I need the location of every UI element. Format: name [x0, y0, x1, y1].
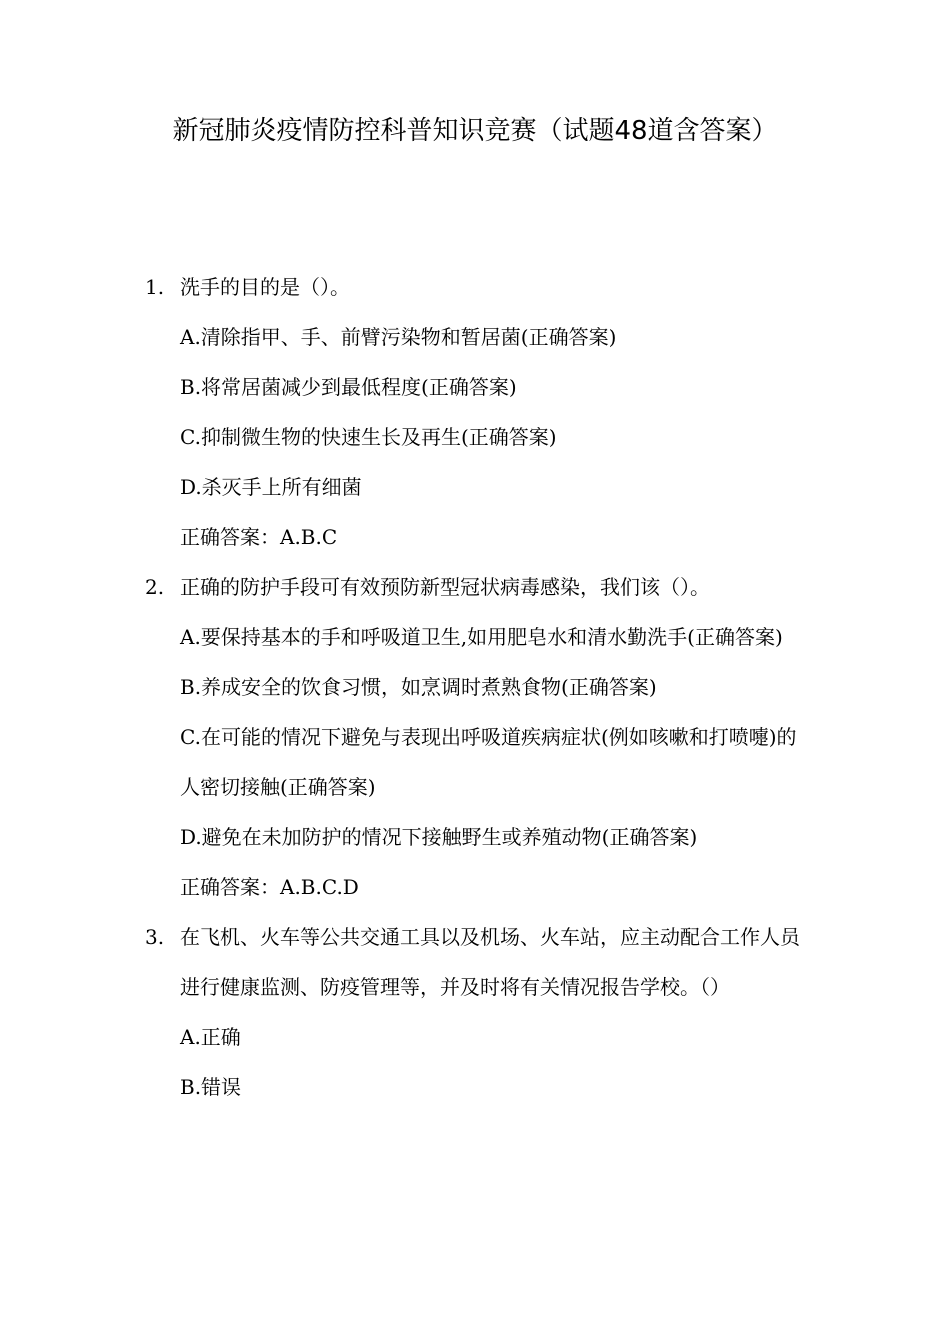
option-c: C.在可能的情况下避免与表现出呼吸道疾病症状(例如咳嗽和打喷嚏)的人密切接触(正确答案)	[180, 725, 797, 799]
option-d: D.避免在未加防护的情况下接触野生或养殖动物(正确答案)	[180, 825, 698, 849]
question-text: 洗手的目的是（）。	[180, 275, 350, 299]
question-2	[145, 562, 825, 912]
document-title: 新冠肺炎疫情防控科普知识竞赛（试题48道含答案）	[172, 116, 778, 146]
question-3	[145, 912, 825, 1112]
question-1	[145, 262, 825, 562]
question-number: 2.	[145, 575, 165, 599]
question-number: 3.	[145, 925, 165, 949]
correct-answer: 正确答案：A.B.C	[180, 525, 338, 549]
option-a: A.正确	[180, 1025, 241, 1049]
question-list	[145, 262, 825, 1112]
question-number: 1.	[145, 275, 165, 299]
question-text: 在飞机、火车等公共交通工具以及机场、火车站，应主动配合工作人员进行健康监测、防疫管理等，并及时将有关情况报告学校。（）	[180, 925, 800, 999]
option-b: B.将常居菌减少到最低程度(正确答案)	[180, 375, 517, 399]
correct-answer: 正确答案：A.B.C.D	[180, 875, 359, 899]
option-a: A.清除指甲、手、前臂污染物和暂居菌(正确答案)	[180, 325, 617, 349]
option-a: A.要保持基本的手和呼吸道卫生,如用肥皂水和清水勤洗手(正确答案)	[180, 625, 783, 649]
option-d: D.杀灭手上所有细菌	[180, 475, 362, 499]
option-c: C.抑制微生物的快速生长及再生(正确答案)	[180, 425, 557, 449]
option-b: B.养成安全的饮食习惯，如烹调时煮熟食物(正确答案)	[180, 675, 657, 699]
option-b: B.错误	[180, 1075, 242, 1099]
question-text: 正确的防护手段可有效预防新型冠状病毒感染，我们该（）。	[180, 575, 710, 599]
